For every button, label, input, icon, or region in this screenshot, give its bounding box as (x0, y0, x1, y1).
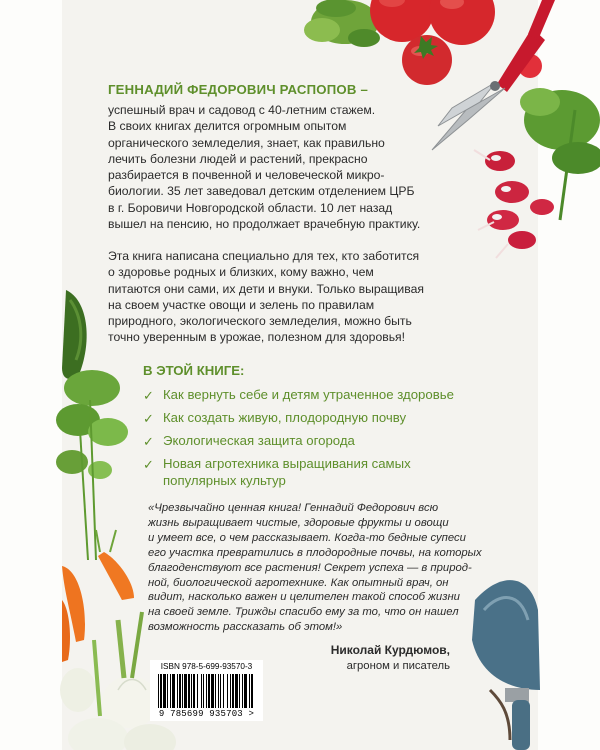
intro-line: природного, экологического земледелия, можно быть (108, 314, 412, 329)
feature-item (143, 386, 513, 403)
intro-line: о здоровье родных и близких, кому важно, чем (108, 265, 374, 280)
barcode-bar (220, 674, 221, 708)
cucumber (62, 290, 87, 379)
barcode-bar (182, 674, 183, 708)
barcode-bar (211, 674, 214, 708)
bio-line: лечить болезни людей и растений, прекрасно (108, 151, 368, 166)
quote-line: жизнь выращивает чистые, здоровые фрукты и овощи (148, 516, 449, 529)
intro-line: Эта книга написана специально для тех, кто заботится (108, 249, 420, 263)
barcode-bar (197, 674, 198, 708)
barcode-bar (170, 674, 171, 708)
barcode-bar (167, 674, 168, 708)
barcode-bar (160, 674, 162, 708)
barcode-bar (251, 674, 253, 708)
barcode-bar (215, 674, 216, 708)
bio-line: успешный врач и садовод с 40-летним стажем. (108, 103, 376, 117)
barcode-bar (184, 674, 187, 708)
radishes (474, 88, 600, 258)
section-title: В ЭТОЙ КНИГЕ: (143, 363, 245, 378)
barcode-bar (191, 674, 192, 708)
quote-line: благоденствуют все растения! Секрет успеха — в природ- (148, 561, 472, 574)
barcode-bar (249, 674, 250, 708)
barcode-bar (244, 674, 247, 708)
barcode-bar (206, 674, 207, 708)
barcode-bar (235, 674, 238, 708)
barcode-bar (223, 674, 224, 708)
feature-item-label: Как создать живую, плодородную почву (163, 410, 407, 425)
barcode-digits: 9 785699 935703 > (158, 709, 255, 719)
quote-line: возможность рассказать об этом!» (148, 621, 343, 634)
book-intro (108, 248, 438, 346)
barcode-bar (208, 674, 210, 708)
feature-list (143, 386, 513, 495)
checkmark-icon: ✓ (143, 434, 155, 449)
quote-line: на своей земле. Трижды спасибо ему за то, что он нашел (148, 606, 459, 619)
barcode-bar (158, 674, 159, 708)
barcode-bar (218, 674, 219, 708)
feature-item-label: популярных культур (163, 473, 286, 488)
barcode-bar (201, 674, 202, 708)
checkmark-icon: ✓ (143, 411, 155, 426)
review-quote (148, 501, 486, 635)
bio-line: В своих книгах делится огромным опытом (108, 119, 347, 134)
intro-line: на своем участке овощи и зелень по правилам (108, 297, 375, 312)
feature-item (143, 432, 513, 449)
quote-line: его участка превратились в плодородные почвы, на которых (148, 546, 482, 559)
quote-line: и умеет все, о чем рассказывает. Когда-то бедные супеси (148, 531, 466, 544)
barcode-bar (163, 674, 166, 708)
barcode-bar (230, 674, 231, 708)
intro-line: точно уверенным в урожае, полезном для здоровья! (108, 330, 406, 345)
intro-line: питаются они сами, их дети и внуки. Только выращивая (108, 281, 424, 296)
isbn-barcode (150, 660, 263, 721)
checkmark-icon: ✓ (143, 457, 155, 472)
barcode-bar (242, 674, 243, 708)
barcode-bar (239, 674, 240, 708)
barcode-bars (154, 674, 259, 708)
quote-author-role: агроном и писатель (346, 660, 450, 672)
barcode-bar (172, 674, 175, 708)
bio-line: биологии. 35 лет заведовал детским отделением ЦРБ (108, 184, 415, 199)
barcode-bar (193, 674, 195, 708)
bio-line: в г. Боровичи Новгородской области. 10 лет назад (108, 200, 393, 215)
herb-cluster-top (304, 0, 380, 47)
barcode-bar (179, 674, 181, 708)
feature-item (143, 409, 513, 426)
checkmark-icon: ✓ (143, 388, 155, 403)
quote-line: ной, биологической агротехнике. Как опытный врач, он (148, 576, 449, 589)
barcode-bar (203, 674, 204, 708)
feature-item-label: Как вернуть себе и детям утраченное здоровье (163, 387, 454, 402)
carrots (62, 530, 134, 662)
isbn-number: ISBN 978-5-699-93570-3 (160, 662, 253, 671)
parsley (56, 370, 128, 560)
barcode-bar (227, 674, 228, 708)
quote-line: «Чрезвычайно ценная книга! Геннадий Федорович всю (148, 502, 439, 514)
author-name: ГЕННАДИЙ ФЕДОРОВИЧ РАСПОПОВ – (108, 82, 369, 97)
barcode-bar (177, 674, 178, 708)
barcode-bar (188, 674, 190, 708)
feature-item (143, 455, 513, 489)
barcode-bar (232, 674, 234, 708)
quote-line: видит, насколько важен и целителен такой способ жизни (148, 591, 460, 604)
quote-author: Николай Курдюмов, (330, 643, 450, 657)
feature-item-label: Экологическая защита огорода (163, 433, 355, 448)
bio-line: вышел на пенсию, но продолжает врачебную практику. (108, 217, 421, 232)
bio-line: органического земледелия, знает, как правильно (108, 135, 385, 150)
bio-line: разбирается в почвенной и человеческой микро- (108, 168, 385, 183)
feature-item-label: Новая агротехника выращивания самых (163, 456, 411, 471)
author-bio (108, 102, 448, 232)
